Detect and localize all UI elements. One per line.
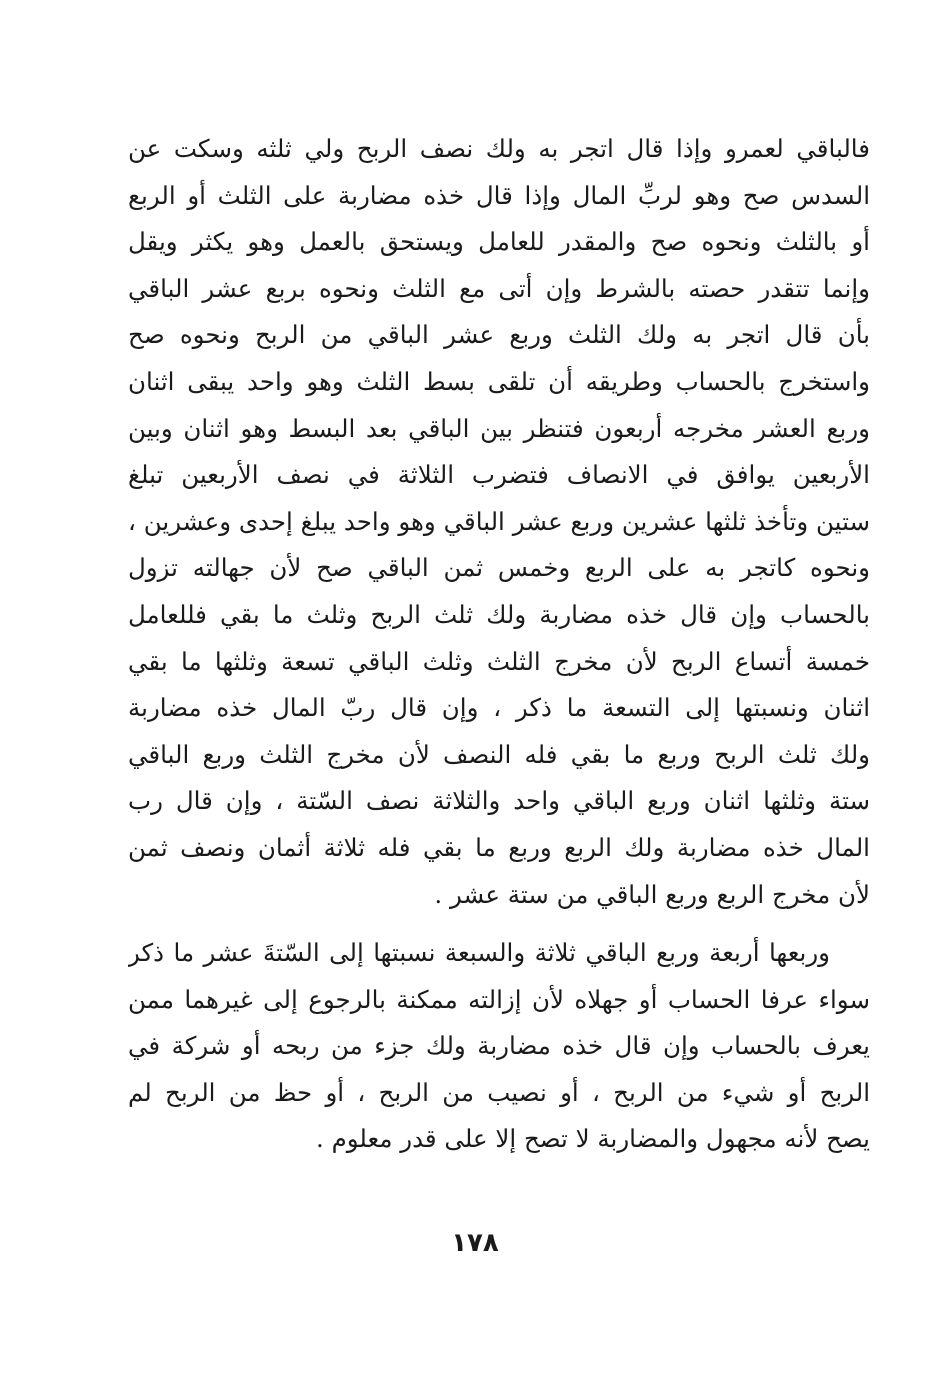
text-line: سواء عرفا الحساب أو جهلاه لأن إزالته ممكنة بالرجوع إلى غيرهما ممن (128, 984, 870, 1014)
text-line: واستخرج بالحساب وطريقه أن تلقى بسط الثلث وهو واحد يبقى اثنان (128, 366, 870, 396)
text-line: ونحوه كاتجر به على الربع وخمس ثمن الباقي صح لأن جهالته تزول (128, 553, 870, 583)
text-line: يصح لأنه مجهول والمضاربة لا تصح إلا على قدر معلوم . (316, 1124, 870, 1154)
text-line: اثنان ونسبتها إلى التسعة ما ذكر ، وإن قال ربّ المال خذه مضاربة (128, 693, 870, 723)
text-line: الأربعين يوافق في الانصاف فتضرب الثلاثة في نصف الأربعين تبلغ (128, 460, 870, 490)
text-line: فالباقي لعمرو وإذا قال اتجر به ولك نصف الربح ولي ثلثه وسكت عن (128, 134, 870, 163)
paragraph-2 (128, 930, 870, 1163)
page-number: ١٧٨ (451, 1228, 499, 1258)
text-line: بأن قال اتجر به ولك الثلث وربع عشر الباقي من الربح ونحوه صح (128, 320, 870, 350)
text-line: المال خذه مضاربة ولك الربع وربع ما بقي فله ثلاثة أثمان ونصف ثمن (128, 832, 870, 862)
text-line: خمسة أتساع الربح لأن مخرج الثلث وثلث الباقي تسعة وثلثها ما بقي (128, 646, 870, 676)
text-line: السدس صح وهو لربِّ المال وإذا قال خذه مضاربة على الثلث أو الربع (128, 180, 870, 210)
text-line: يعرف بالحساب وإن قال خذه مضاربة ولك جزء من ربحه أو شركة في (128, 1031, 870, 1061)
text-line: وربع العشر مخرجه أربعون فتنظر بين الباقي بعد البسط وهو اثنان وبين (128, 413, 870, 443)
text-line: بالحساب وإن قال خذه مضاربة ولك ثلث الربح وثلث ما بقي فللعامل (128, 599, 870, 629)
paragraph-1 (128, 126, 870, 918)
text-line: وربعها أربعة وربع الباقي ثلاثة والسبعة نسبتها إلى السّتةَ عشر ما ذكر (128, 938, 830, 967)
text-line: ستة وثلثها اثنان وربع الباقي واحد والثلاثة نصف السّتة ، وإن قال رب (128, 786, 870, 816)
text-line: الربح أو شيء من الربح ، أو نصيب من الربح ، أو حظ من الربح لم (128, 1077, 870, 1107)
text-line: ستين وتأخذ ثلثها عشرين وربع عشر الباقي وهو واحد يبلغ إحدى وعشرين ، (128, 506, 870, 536)
text-line: لأن مخرج الربع وربع الباقي من ستة عشر . (434, 879, 870, 909)
text-line: وإنما تتقدر حصته بالشرط وإن أتى مع الثلث ونحوه بربع عشر الباقي (128, 273, 870, 303)
text-line: ولك ثلث الربح وربع ما بقي فله النصف لأن مخرج الثلث وربع الباقي (128, 739, 870, 769)
text-line: أو بالثلث ونحوه صح والمقدر للعامل ويستحق بالعمل وهو يكثر ويقل (128, 227, 870, 257)
